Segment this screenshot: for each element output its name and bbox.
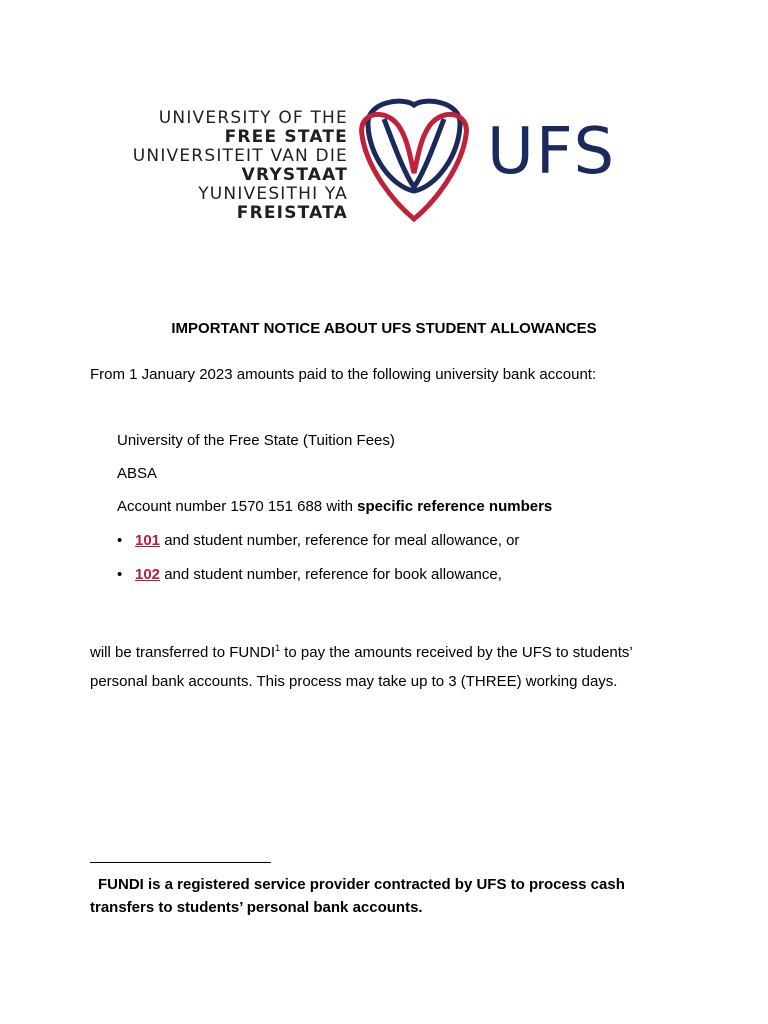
reference-numbers-emphasis: specific reference numbers — [357, 498, 553, 515]
transfer-line-2: personal bank accounts. This process may take up to 3 (THREE) working days. — [90, 673, 618, 690]
logo-line: FREISTATA — [236, 203, 348, 223]
account-name: University of the Free State (Tuition Fees) — [117, 432, 395, 449]
footnote — [90, 873, 650, 919]
logo-line: YUNIVESITHI YA — [198, 184, 348, 204]
ufs-logo — [122, 95, 648, 227]
list-item — [117, 531, 519, 551]
list-item — [117, 565, 502, 585]
footnote-line-1: FUNDI is a registered service provider contracted by UFS to process cash — [98, 876, 625, 893]
notice-title: IMPORTANT NOTICE ABOUT UFS STUDENT ALLOWANCES — [171, 320, 597, 337]
logo-line: UNIVERSITEIT VAN DIE — [132, 146, 348, 166]
footnote-mark: 1 — [275, 643, 281, 653]
heart-shield-icon — [354, 95, 474, 227]
reference-code: 101 — [135, 532, 161, 549]
logo-wordmark — [130, 109, 348, 223]
bank-name: ABSA — [117, 465, 158, 482]
footnote-line-2: transfers to students’ personal bank accounts. — [90, 899, 423, 916]
logo-line: FREE STATE — [224, 127, 348, 147]
reference-description: and student number, reference for meal allowance, or — [160, 532, 520, 549]
transfer-text: to pay the amounts received by the UFS to students’ — [280, 644, 633, 661]
transfer-line-1 — [90, 638, 633, 663]
bullet-icon: • — [117, 566, 123, 583]
account-number-text: Account number 1570 151 688 with — [117, 498, 358, 515]
footnote-divider — [90, 862, 271, 863]
bullet-icon: • — [117, 532, 123, 549]
account-number-line — [117, 497, 552, 517]
transfer-text: will be transferred to FUNDI — [90, 644, 276, 661]
intro-paragraph: From 1 January 2023 amounts paid to the following university bank account: — [90, 366, 597, 383]
reference-code: 102 — [135, 566, 161, 583]
logo-line: VRYSTAAT — [241, 165, 348, 185]
logo-line: UNIVERSITY OF THE — [158, 108, 348, 128]
reference-description: and student number, reference for book allowance, — [160, 566, 502, 583]
logo-abbreviation: UFS — [487, 115, 617, 189]
